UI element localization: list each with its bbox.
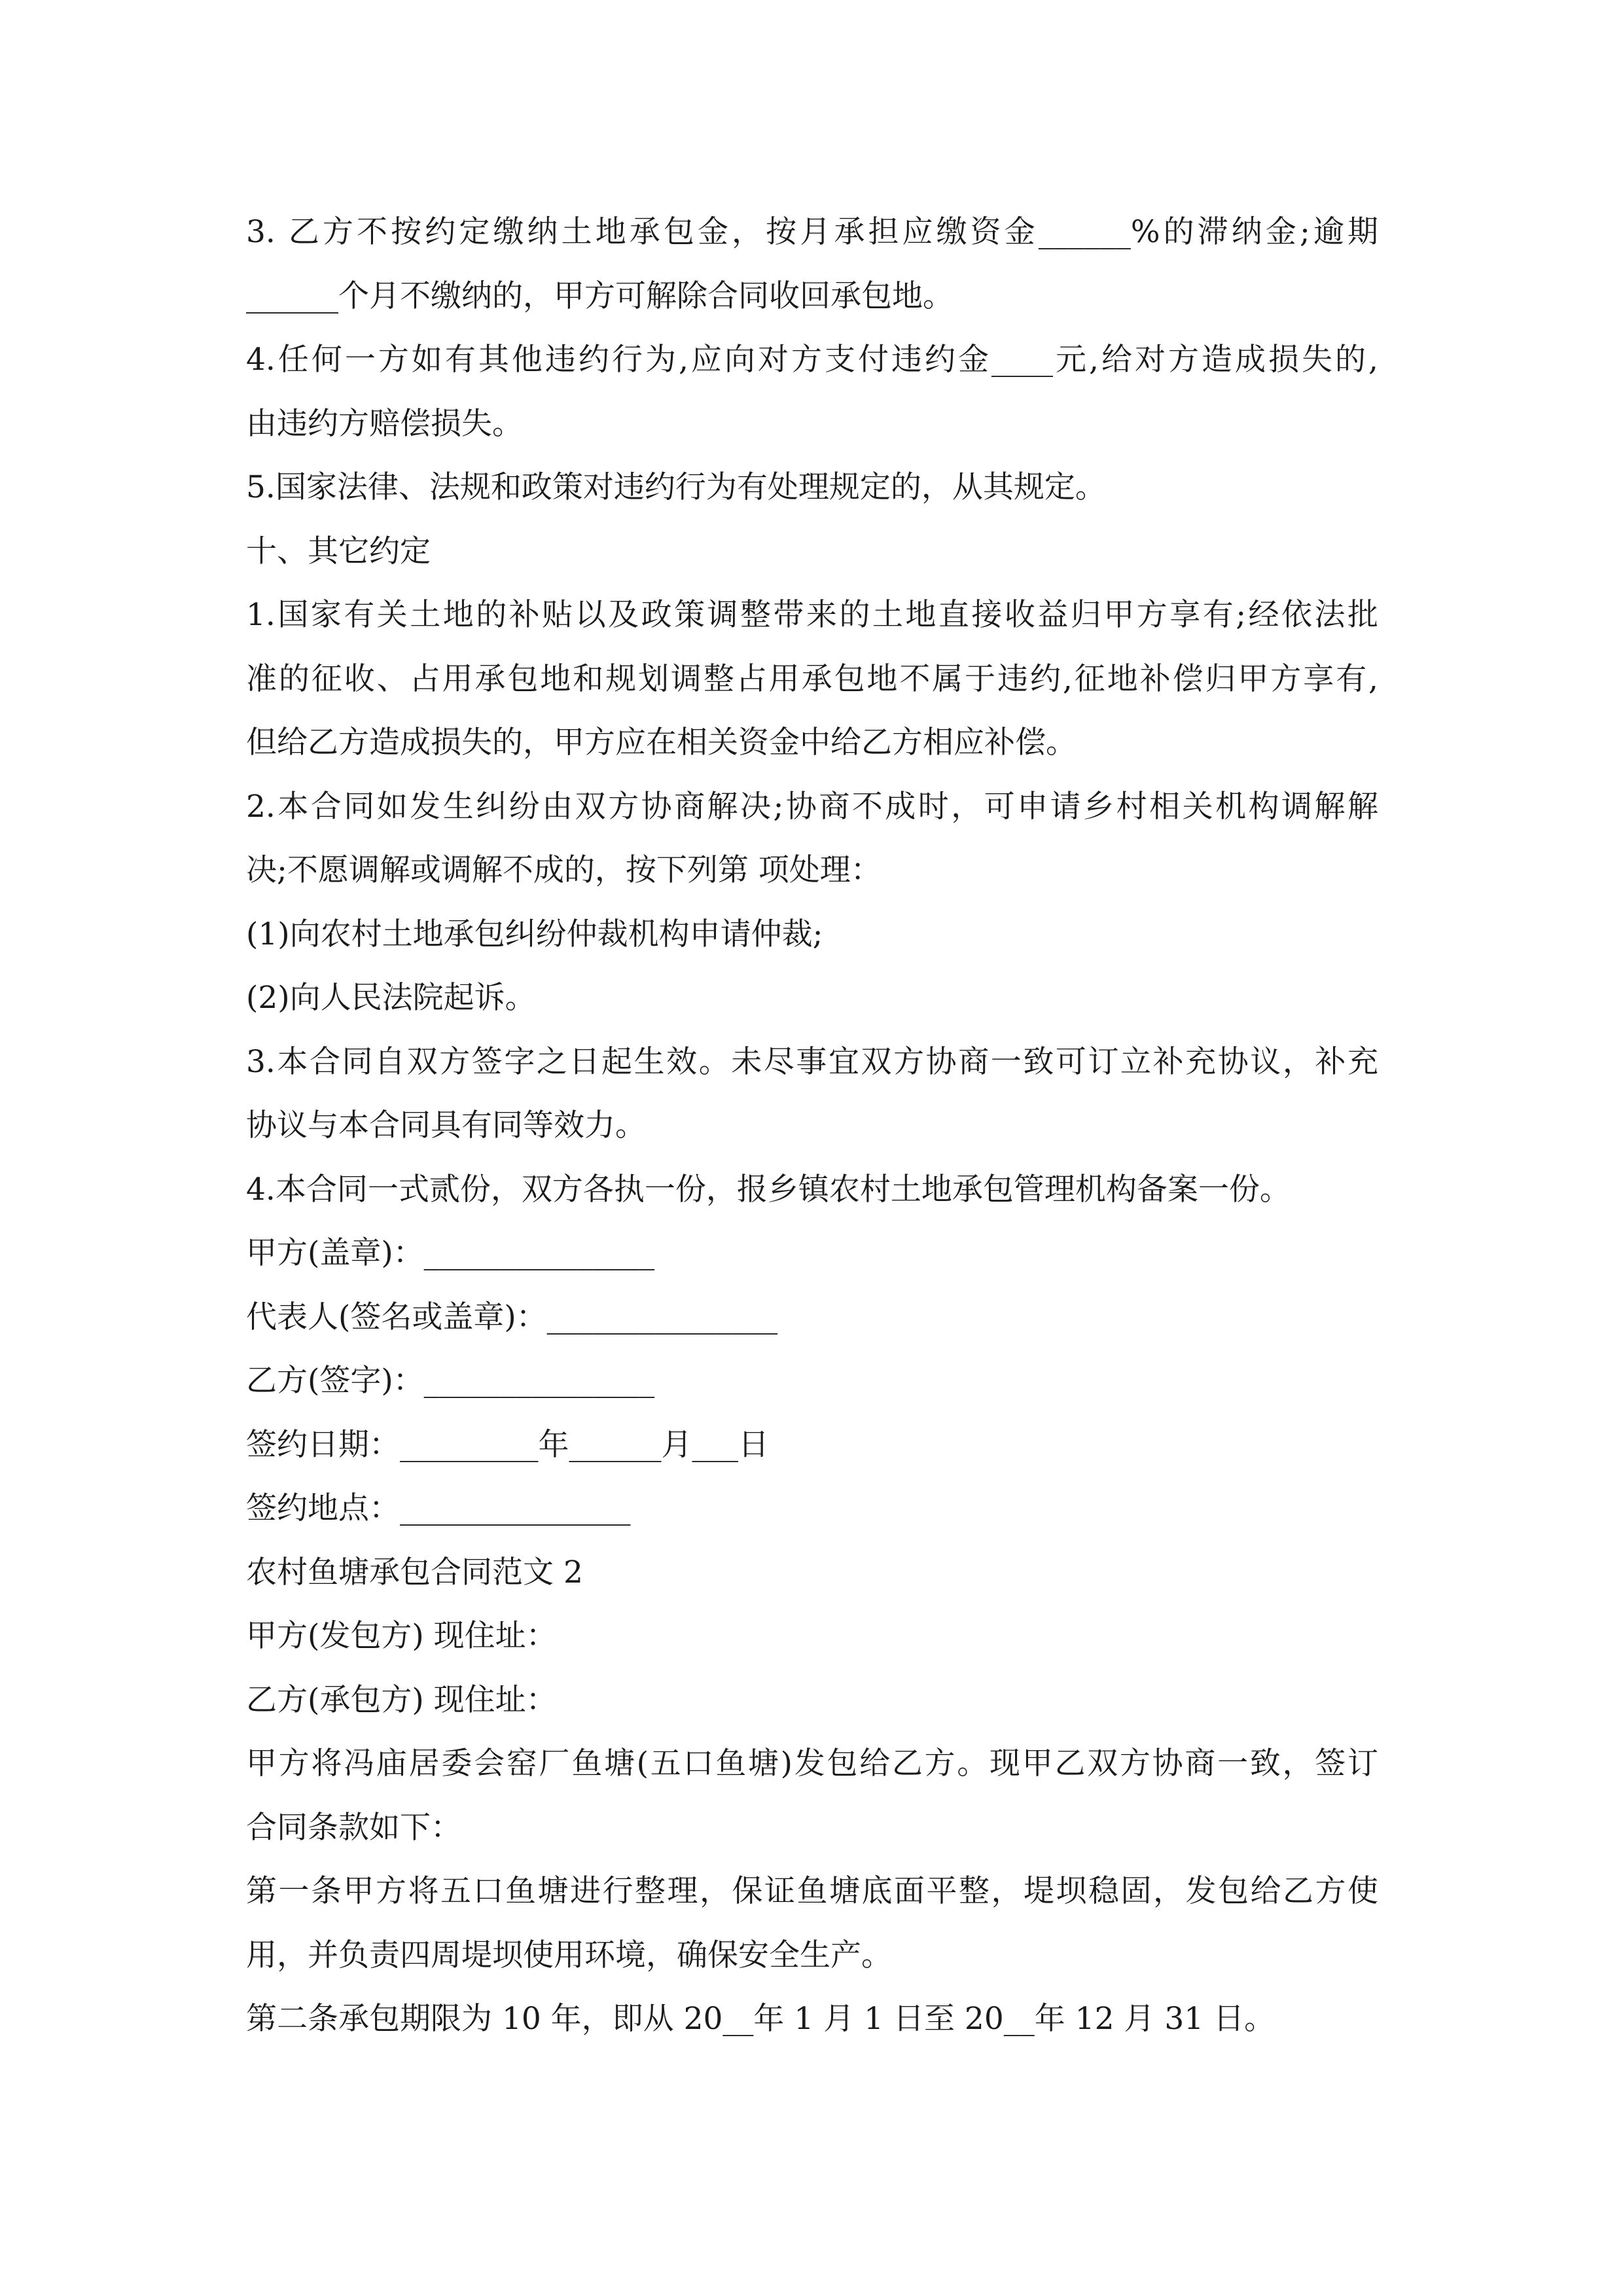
text-line: ______个月不缴纳的，甲方可解除合同收回承包地。 (246, 278, 954, 314)
text-line: (2)向人民法院起诉。 (246, 980, 536, 1016)
signature-field-party-a: 甲方(盖章)：_______________ (246, 1235, 655, 1271)
section-heading: 十、其它约定 (246, 533, 431, 569)
signing-place-field: 签约地点：_______________ (246, 1490, 631, 1526)
document-body (246, 200, 1378, 2051)
text-line: 2.本合同如发生纠纷由双方协商解决;协商不成时，可申请乡村相关机构调解解 (246, 788, 1378, 825)
text-line: 协议与本合同具有同等效力。 (246, 1107, 646, 1143)
text-line: 1.国家有关土地的补贴以及政策调整带来的土地直接收益归甲方享有;经依法批 (246, 597, 1378, 633)
text-line: 用，并负责四周堤坝使用环境，确保安全生产。 (246, 1937, 892, 1973)
signature-field-party-b: 乙方(签字)：_______________ (246, 1363, 655, 1399)
text-line: 决;不愿调解或调解不成的，按下列第 项处理： (246, 852, 882, 888)
text-line: 甲方(发包方) 现住址： (246, 1618, 557, 1654)
text-line: (1)向农村土地承包纠纷仲裁机构申请仲裁; (246, 916, 823, 952)
text-line: 甲方将冯庙居委会窑厂鱼塘(五口鱼塘)发包给乙方。现甲乙双方协商一致，签订 (246, 1746, 1378, 1782)
text-line: 合同条款如下： (246, 1809, 461, 1846)
text-line: 由违约方赔偿损失。 (246, 405, 523, 442)
text-line: 但给乙方造成损失的，甲方应在相关资金中给乙方相应补偿。 (246, 725, 1077, 761)
text-line: 乙方(承包方) 现住址： (246, 1681, 557, 1718)
signing-date-field: 签约日期：_________年______月___日 (246, 1426, 769, 1463)
text-line: 4.任何一方如有其他违约行为,应向对方支付违约金____元,给对方造成损失的, (246, 342, 1378, 378)
text-line: 5.国家法律、法规和政策对违约行为有处理规定的，从其规定。 (246, 469, 1106, 505)
text-line: 4.本合同一式贰份，双方各执一份，报乡镇农村土地承包管理机构备案一份。 (246, 1171, 1291, 1208)
text-line: 第一条甲方将五口鱼塘进行整理，保证鱼塘底面平整，堤坝稳固，发包给乙方使 (246, 1873, 1378, 1909)
signature-field-representative: 代表人(签名或盖章)：_______________ (246, 1299, 778, 1335)
document-title: 农村鱼塘承包合同范文 2 (246, 1554, 583, 1590)
text-line: 3. 乙方不按约定缴纳土地承包金，按月承担应缴资金______%的滞纳金;逾期 (246, 214, 1378, 250)
text-line: 3.本合同自双方签字之日起生效。未尽事宜双方协商一致可订立补充协议，补充 (246, 1043, 1378, 1080)
text-line: 准的征收、占用承包地和规划调整占用承包地不属于违约,征地补偿归甲方享有, (246, 660, 1378, 697)
text-line: 第二条承包期限为 10 年，即从 20__年 1 月 1 日至 20__年 12 月 31 日。 (246, 2001, 1275, 2037)
